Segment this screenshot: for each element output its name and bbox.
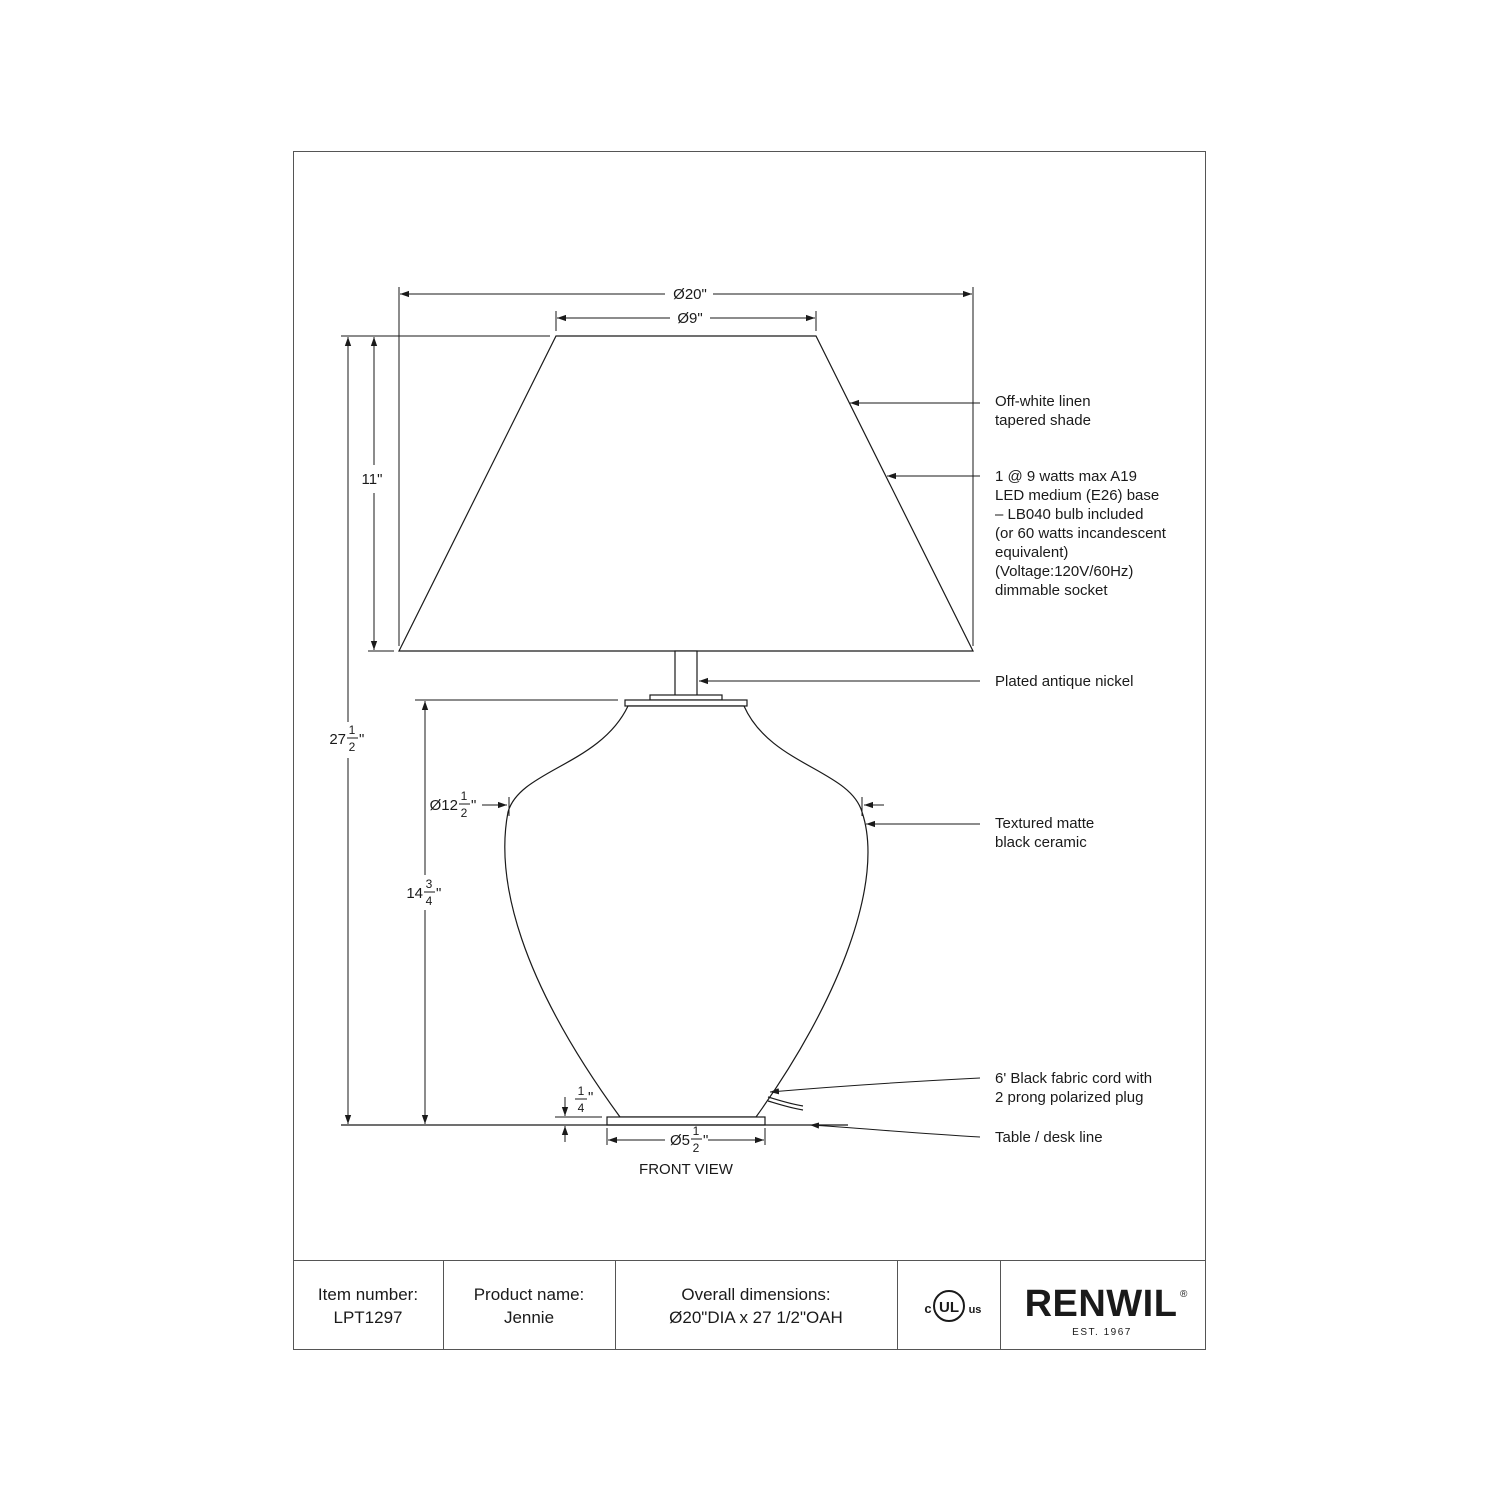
svg-text:": "	[588, 1089, 594, 1106]
svg-text:1: 1	[460, 789, 468, 803]
svg-text:": "	[436, 885, 442, 902]
dim-body-dia	[430, 789, 477, 820]
lamp-base	[607, 1117, 765, 1125]
svg-text:": "	[471, 797, 477, 814]
svg-text:EST. 1967: EST. 1967	[1072, 1327, 1132, 1338]
callout-bulb: 1 @ 9 watts max A19 LED medium (E26) base – LB040 bulb included (or 60 watts incandescent equivalent) (Voltage:120V/60Hz) dimmable socket	[995, 468, 1166, 599]
product-name-value: Jennie	[503, 1308, 555, 1327]
lamp-shade	[399, 336, 973, 651]
product-name-label: Product name:	[473, 1285, 585, 1304]
svg-text:Ø12: Ø12	[429, 797, 458, 814]
lamp-stem	[675, 651, 697, 696]
lamp-lip	[625, 700, 747, 706]
svg-text:®: ®	[1180, 1289, 1188, 1300]
svg-text:2: 2	[348, 740, 356, 754]
dim-shade-top-dia: Ø9"	[677, 310, 703, 327]
lamp-drawing	[341, 336, 973, 1125]
renwil-logo	[1025, 1283, 1188, 1338]
callout-finish: Plated antique nickel	[995, 673, 1134, 690]
dim-foot-height	[575, 1084, 593, 1115]
svg-text:RENWIL: RENWIL	[1024, 1283, 1178, 1325]
callout-table-line: Table / desk line	[995, 1129, 1103, 1146]
svg-text:c: c	[924, 1301, 932, 1316]
lamp-cord	[768, 1097, 803, 1106]
svg-text:2: 2	[460, 806, 468, 820]
ul-listed-icon	[924, 1291, 981, 1321]
overall-dimensions-label: Overall dimensions:	[681, 1285, 831, 1304]
svg-text:1: 1	[348, 723, 356, 737]
callout-shade: Off-white linen tapered shade	[995, 393, 1091, 429]
view-label: FRONT VIEW	[639, 1161, 733, 1178]
dim-overall-height	[329, 723, 364, 754]
svg-text:1: 1	[577, 1084, 585, 1098]
callout-body: Textured matte black ceramic	[995, 815, 1095, 851]
item-number-value: LPT1297	[333, 1308, 403, 1327]
item-number-label: Item number:	[317, 1285, 419, 1304]
svg-text:14: 14	[406, 885, 423, 902]
svg-text:4: 4	[577, 1101, 585, 1115]
dim-body-height	[406, 877, 441, 908]
svg-text:1: 1	[692, 1124, 700, 1138]
lamp-collar	[650, 695, 722, 700]
svg-text:": "	[359, 731, 365, 748]
lamp-body	[505, 706, 868, 1117]
svg-text:4: 4	[425, 894, 433, 908]
callout-cord: 6' Black fabric cord with 2 prong polarized plug	[995, 1070, 1153, 1106]
dim-shade-height: 11"	[361, 471, 383, 488]
dim-base-dia	[670, 1124, 708, 1155]
overall-dimensions-value: Ø20"DIA x 27 1/2"OAH	[669, 1308, 843, 1327]
svg-text:UL: UL	[939, 1299, 959, 1316]
dim-shade-bottom-dia: Ø20"	[673, 286, 707, 303]
svg-text:": "	[703, 1132, 709, 1149]
svg-text:2: 2	[692, 1141, 700, 1155]
svg-text:3: 3	[425, 877, 433, 891]
svg-text:us: us	[968, 1304, 982, 1316]
svg-text:27: 27	[329, 731, 346, 748]
svg-text:Ø5: Ø5	[669, 1132, 690, 1149]
